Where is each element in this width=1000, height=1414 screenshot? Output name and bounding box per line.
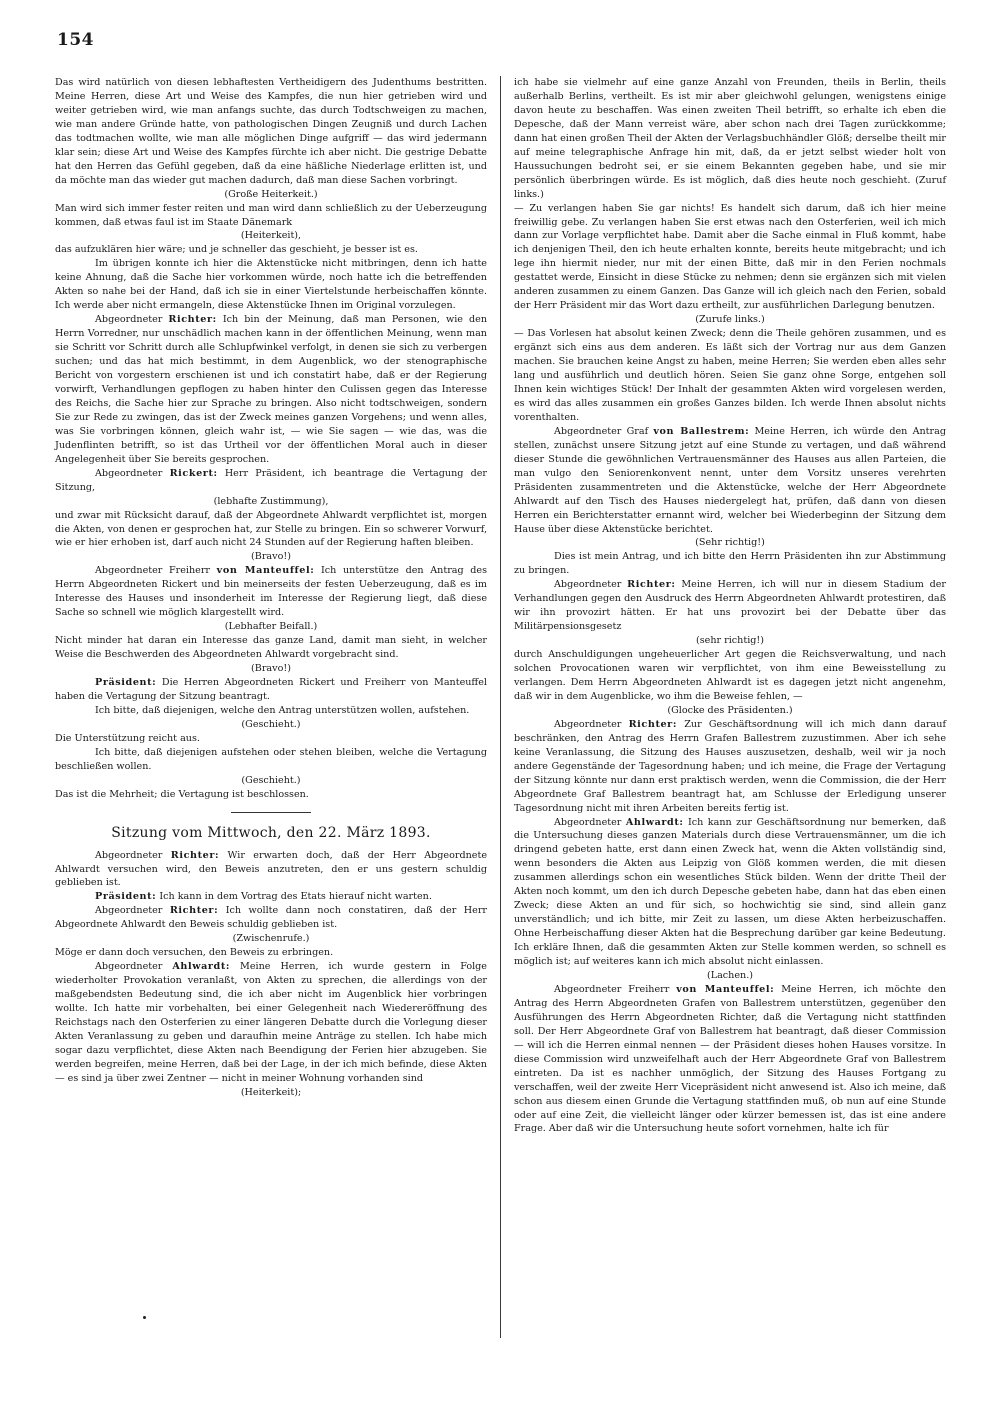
- speech-paragraph: [514, 425, 946, 537]
- speaker-name: Präsident:: [95, 891, 157, 903]
- speech-text: Herr Präsident, ich beantrage die Vertagung der Sitzung,: [55, 467, 488, 493]
- speaker-name: Ahlwardt:: [625, 816, 684, 828]
- speaker-prefix: Abgeordneter: [554, 579, 628, 591]
- interjection: (Bravo!): [251, 551, 291, 563]
- right-column: [514, 76, 946, 1136]
- paragraph: Im übrigen konnte ich hier die Aktenstücke nicht mitbringen, denn ich hatte keine Ahnung, daß die Sache hier vorkommen würde, noch hatte ich die betreffenden Akten so nahe bei der Hand, daß ich sie in einer Viertelstunde herbeischaffen könnte. Ich werde aber nicht ermangeln, diese Aktenstücke Ihnen im Original vorzulegen.: [55, 258, 487, 312]
- paragraph: Möge er dann doch versuchen, den Beweis zu erbringen.: [55, 947, 334, 959]
- paragraph: — Das Vorlesen hat absolut keinen Zweck; denn die Theile gehören zusammen, und es ergänzt sich eins aus dem anderen. Es läßt sich der Vortrag nur aus dem Ganzen machen. Sie brauchen keine Angst zu haben, meine Herren; Sie werden eben alles sehr lang und ausführlich und deutlich hören. Seien Sie ganz ohne Sorge, entgehen soll Ihnen kein wichtiges Stück! Der Inhalt der gesammten Akten wird vorgelesen werden, es wird das alles zusammen ein großes Ganzes bilden. Ich werde Ihnen absolut nichts vorenthalten.: [514, 328, 946, 423]
- speech-paragraph: [55, 890, 487, 904]
- speaker-name: Richter:: [627, 579, 676, 591]
- speaker-name: Präsident:: [95, 676, 157, 688]
- interjection: (Große Heiterkeit.): [224, 188, 318, 200]
- speaker-name: Rickert:: [169, 467, 218, 479]
- speaker-prefix: Abgeordneter Graf: [554, 425, 654, 437]
- session-heading: Sitzung vom Mittwoch, den 22. März 1893.: [111, 824, 431, 841]
- speech-paragraph: [55, 467, 487, 495]
- paragraph: und zwar mit Rücksicht darauf, daß der Abgeordnete Ahlwardt verpflichtet ist, morgen die Akten, von denen er gesprochen hat, zur Stelle zu bringen. Ein so schwerer Vorwurf, wie er hier erhoben ist, darf auch nicht 24 Stunden auf der Regierung haften bleiben.: [55, 509, 487, 549]
- speech-text: Zur Geschäftsordnung will ich mich dann darauf beschränken, den Antrag des Herrn Grafen Ballestrem zuzustimmen. Aber ich sehe keine Veranlassung, die Sitzung des Hauses auszusetzen, deshalb, weil wir ja noch andere Gegenstände der Tagesordnung haben; und ich meine, die Frage der Vertagung der Sitzung könnte nur dann erst praktisch werden, wenn die Commission, die der Herr Abgeordnete Graf Ballestrem beantragt hat, am Schlusse der Erledigung unserer Tagesordnung nicht mit ihren Arbeiten bereits fertig ist.: [514, 718, 946, 814]
- interjection: (Sehr richtig!): [695, 537, 765, 549]
- paragraph-text: ich habe sie vielmehr auf eine ganze Anzahl von Freunden, theils in Berlin, theils außerhalb Berlins, vertheilt. Es ist mir aber gleichwohl gelungen, wenigstens einige davon heute zu beschaffen. Was einen zweiten Theil betrifft, so erhalte ich eben die Depesche, daß der Mann verreist wäre, aber schon nach drei Tagen zurückkomme; dann hat einen großen Theil der Akten der Verlagsbuchhändler Glöß; derselbe theilt mir auf meine telegraphische Anfrage hin mit, daß, da er jetzt selbst wieder holt von Haussuchungen bedroht sei, er sie einem Bekannten gegeben habe, und sie mir persönlich überbringen würde. Es ist möglich, daß dies heute noch geschieht.: [514, 77, 946, 186]
- paragraph: [514, 76, 946, 202]
- speech-text: Die Herren Abgeordneten Rickert und Freiherr von Manteuffel haben die Vertagung der Sitzung beantragt.: [55, 676, 487, 702]
- speech-paragraph: [514, 718, 946, 816]
- paragraph: — Zu verlangen haben Sie gar nichts! Es handelt sich darum, daß ich hier meine freiwillig gebe. Zu verlangen haben Sie erst etwas nach den Osterferien, weil ich mich dann zur Vorlage verpflichtet habe. Damit aber die Sache einmal in Fluß kommt, habe ich denjenigen Theil, den ich heute erhalten konnte, bereits heute mitgebracht; und ich lege ihn hiermit nieder, nur mit der einen Bitte, daß mir in den Ferien nochmals gestattet werde, Einsicht in diese Stücke zu nehmen; denn sie ergänzen sich mit vielen anderen zusammen zu einem Ganzen. Das Ganze will ich gleich nach den Ferien, sobald der Herr Präsident mir das Wort dazu ertheilt, zur ausführlichen Darlegung benutzen.: [514, 202, 946, 312]
- speech-text: Meine Herren, ich würde den Antrag stellen, zunächst unsere Sitzung jetzt auf eine Stunde zu vertagen, und daß während dieser Stunde die gewöhnlichen Vertrauensmänner des Hauses aus allen Parteien, die man vulgo den Seniorenkonvent nennt, unter dem Vorsitz unseres verehrten Präsidenten zusammentreten und die Aktenstücke, welche der Herr Abgeordnete Ahlwardt auf den Tisch des Hauses niedergelegt hat, prüfen, daß dann von diesen Herren ein Berichterstatter ernannt wird, welcher bei Wiederbeginn der Sitzung dem Hause über diese Aktenstücke berichtet.: [514, 425, 946, 535]
- speech-text: Meine Herren, ich will nur in diesem Stadium der Verhandlungen gegen den Ausdruck des Herrn Abgeordneten Ahlwardt protestiren, daß wir ihn provozirt hätten. Er hat uns provozirt bei der Debatte über das Militärpensionsgesetz: [514, 579, 946, 633]
- speaker-name: von Manteuffel:: [216, 565, 315, 577]
- speech-paragraph: [55, 313, 487, 466]
- paragraph: Das ist die Mehrheit; die Vertagung ist beschlossen.: [55, 788, 309, 800]
- speaker-name: von Ballestrem:: [653, 425, 750, 437]
- interjection: (Geschieht.): [241, 718, 301, 730]
- paragraph: Man wird sich immer fester reiten und man wird dann schließlich zu der Ueberzeugung kommen, daß etwas faul ist im Staate Dänemark: [55, 202, 487, 228]
- paragraph: das aufzuklären hier wäre; und je schneller das geschieht, je besser ist es.: [55, 244, 418, 256]
- left-column: [55, 76, 487, 1100]
- speaker-prefix: Abgeordneter Freiherr: [95, 565, 217, 577]
- speaker-prefix: Abgeordneter: [95, 849, 171, 861]
- interjection: (Bravo!): [251, 663, 291, 675]
- interjection: (Zwischenrufe.): [232, 933, 310, 945]
- speech-paragraph: [55, 849, 487, 891]
- speaker-prefix: Abgeordneter: [95, 467, 170, 479]
- interjection: (lebhafte Zustimmung),: [213, 495, 329, 507]
- speaker-name: Richter:: [168, 314, 217, 326]
- speech-paragraph: [55, 676, 487, 704]
- speech-text: Ich kann zur Geschäftsordnung nur bemerken, daß die Untersuchung dieses ganzen Materials durch diese Vertrauensmänner, um die ich dringend gebeten hatte, erst dann einen Zweck hat, wenn die Akten vollständig sind, wenn besonders die Akten aus Leipzig von Glöß kommen werden, die mit diesen zusammen allerdings schon ein wesentliches Stück bilden. Wenn der dritte Theil der Akten noch kommt, um den ich durch Depesche gebeten habe, dann hat das eben einen Zweck; diese Akten an und für sich, so hochwichtig sie sind, sind allein ganz unverständlich; und ich bitte, mir Zeit zu lassen, um diese Akten herbeizuschaffen. Ohne Herbeischaffung dieser Akten hat die Besprechung darüber gar keine Bedeutung. Ich erkläre Ihnen, daß die gesammten Akten zur Stelle kommen werden, so schnell es möglich ist; auf weiteres kann ich mich absolut nicht einlassen.: [514, 816, 947, 968]
- speaker-prefix: Abgeordneter Freiherr: [554, 983, 677, 995]
- interjection: (Heiterkeit),: [240, 230, 302, 242]
- page-number: 154: [57, 30, 94, 50]
- speech-paragraph: [514, 983, 946, 1136]
- speech-text: Wir erwarten doch, daß der Herr Abgeordnete Ahlwardt versuchen wird, den Beweis anzutreten, den er uns gestern schuldig geblieben ist.: [55, 849, 487, 889]
- paragraph: Nicht minder hat daran ein Interesse das ganze Land, damit man sieht, in welcher Weise die Beschwerden des Abgeordneten Ahlwardt vorgebracht sind.: [55, 635, 487, 661]
- speaker-prefix: Abgeordneter: [95, 961, 173, 973]
- paragraph: Dies ist mein Antrag, und ich bitte den Herrn Präsidenten ihn zur Abstimmung zu bringen.: [514, 551, 946, 577]
- interjection: (Glocke des Präsidenten.): [667, 704, 793, 716]
- ink-dot: [143, 1316, 146, 1319]
- speaker-prefix: Abgeordneter: [95, 314, 169, 326]
- interjection: (Geschieht.): [241, 774, 301, 786]
- speaker-name: Ahlwardt:: [172, 961, 231, 973]
- paragraph: durch Anschuldigungen ungeheuerlicher Art gegen die Reichsverwaltung, und nach solchen Provocationen waren wir verpflichtet, von ihm eine Beweisstellung zu verlangen. Dem Herrn Abgeordneten Ahlwardt ist es dagegen jetzt nicht angenehm, daß wir in dem Augenblicke, wo ihm die Beweise fehlen, —: [514, 649, 946, 702]
- speech-text: Ich kann in dem Vortrag des Etats hierauf nicht warten.: [156, 891, 432, 903]
- interjection: (Lachen.): [706, 970, 754, 981]
- column-divider: [500, 76, 501, 1338]
- interjection: (Zuruf links.): [514, 174, 946, 200]
- speaker-name: von Manteuffel:: [676, 983, 775, 995]
- paragraph: Das wird natürlich von diesen lebhaftesten Vertheidigern des Judenthums bestritten. Meine Herren, diese Art und Weise des Kampfes, die nun hier getrieben wird und weiter getrieben wird, wie man anfangs suchte, das durch Todtschweigen zu machen, wie man andere Gründe hatte, von pathologischen Dingen Zeugniß und durch Lachen das todtmachen wollte, wie man alle möglichen Dinge aufgriff — das wird jedermann klar sein; diese Art und Weise des Kampfes fürchte ich aber nicht. Die gestrige Debatte hat den Herren das Gefühl gegeben, daß da eine häßliche Niederlage erlitten ist, und da möchte man das wieder gut machen dadurch, daß man diese Sachen vorbringt.: [55, 77, 487, 186]
- speaker-name: Richter:: [170, 849, 220, 861]
- interjection: (Heiterkeit);: [240, 1086, 302, 1098]
- speech-text: Ich unterstütze den Antrag des Herrn Abgeordneten Rickert und bin meinerseits der festen Ueberzeugung, daß es im Interesse des Hauses und insonderheit im Interesse der Regierung liegt, daß diese Sache so schnell wie möglich klargestellt wird.: [55, 565, 488, 619]
- speaker-name: Richter:: [169, 905, 219, 917]
- section-separator: [231, 812, 311, 813]
- speech-text: Ich bin der Meinung, daß man Personen, wie den Herrn Vorredner, nur unschädlich machen kann in der öffentlichen Meinung, wenn man sie Schritt vor Schritt durch alle Schlupfwinkel verfolgt, in denen sie sich zu verbergen suchen; und das hat mich bestimmt, in dem Augenblick, wo der stenographische Bericht von vorgestern erschienen ist und ich constatirt habe, daß er der Regierung vorwirft, Verhandlungen gepflogen zu haben hinter den Culissen gegen das Interesse des Reichs, die Sache hier zur Sprache zu bringen. Also nicht todtschweigen, sondern Sie zur Rede zu zwingen, das ist der Zweck meines ganzen Vorgehens; und wenn alles, was Sie vorbringen können, gleich wahr ist, — wie Sie sagen — wie das, was die Judenflinten betrifft, so ist das Urtheil vor der öffentlichen Moral auch in dieser Angelegenheit über Sie bereits gesprochen.: [55, 314, 487, 465]
- speech-text: Ich wollte dann noch constatiren, daß der Herr Abgeordnete Ahlwardt den Beweis schuldig geblieben ist.: [55, 905, 487, 931]
- speaker-prefix: Abgeordneter: [554, 718, 629, 730]
- speech-text: Meine Herren, ich wurde gestern in Folge wiederholter Provokation veranlaßt, von Akten zu sprechen, die allerdings von der maßgebendsten Bedeutung sind, die ich aber nicht im Augenblick hier vorbringen wollte. Ich hatte mir vorbehalten, bei einer Gelegenheit nach Wiedereröffnung des Reichstags nach den Osterferien zu einer längeren Debatte durch die Vorlegung dieser Akten Veranlassung zu geben und daraufhin meine Anträge zu stellen. Ich habe mich sogar dazu verpflichtet, diese Akten nach Beendigung der Ferien hier abzugeben. Sie werden begreifen, meine Herren, daß bei der Lage, in der ich mich befinde, diese Akten — es sind ja über zwei Zentner — nicht in meiner Wohnung vorhanden sind: [55, 961, 487, 1084]
- speech-paragraph: [514, 578, 946, 634]
- speech-paragraph: [55, 960, 487, 1086]
- interjection: (Lebhafter Beifall.): [224, 621, 318, 633]
- speaker-name: Richter:: [628, 718, 677, 730]
- paragraph: Ich bitte, daß diejenigen aufstehen oder stehen bleiben, welche die Vertagung beschließen wollen.: [55, 746, 487, 772]
- speech-paragraph: [55, 904, 487, 932]
- paragraph: Die Unterstützung reicht aus.: [55, 732, 200, 744]
- paragraph: Ich bitte, daß diejenigen, welche den Antrag unterstützen wollen, aufstehen.: [95, 704, 470, 716]
- speech-text: Meine Herren, ich möchte den Antrag des Herrn Abgeordneten Grafen von Ballestrem unterstützen, gegenüber den Ausführungen des Herrn Abgeordneten Richter, daß die Vertagung nicht stattfinden soll. Der Herr Abgeordnete Graf von Ballestrem hat beantragt, daß dieser Commission — will ich die Herren einmal nennen — der Präsident dieses hohen Hauses vorsitze. In diese Commission wird unzweifelhaft auch der Herr Abgeordnete Graf von Ballestrem eintreten. Da ist es nachher unmöglich, der Sitzung des Hauses Fortgang zu verschaffen, weil der zweite Herr Vicepräsident nicht anwesend ist. Also ich meine, daß schon aus diesem einen Grunde die Vertagung stattfinden muß, ob nun auf eine Stunde oder auf eine Zeit, die vielleicht länger oder kürzer bemessen ist, das ist eine andere Frage. Aber daß wir die Untersuchung heute sofort vornehmen, halte ich für: [514, 983, 947, 1135]
- speaker-prefix: Abgeordneter: [95, 905, 170, 917]
- speech-paragraph: [55, 564, 487, 620]
- interjection: (Zurufe links.): [695, 314, 765, 326]
- speaker-prefix: Abgeordneter: [554, 816, 626, 828]
- speech-paragraph: [514, 816, 946, 969]
- interjection: (sehr richtig!): [695, 635, 765, 647]
